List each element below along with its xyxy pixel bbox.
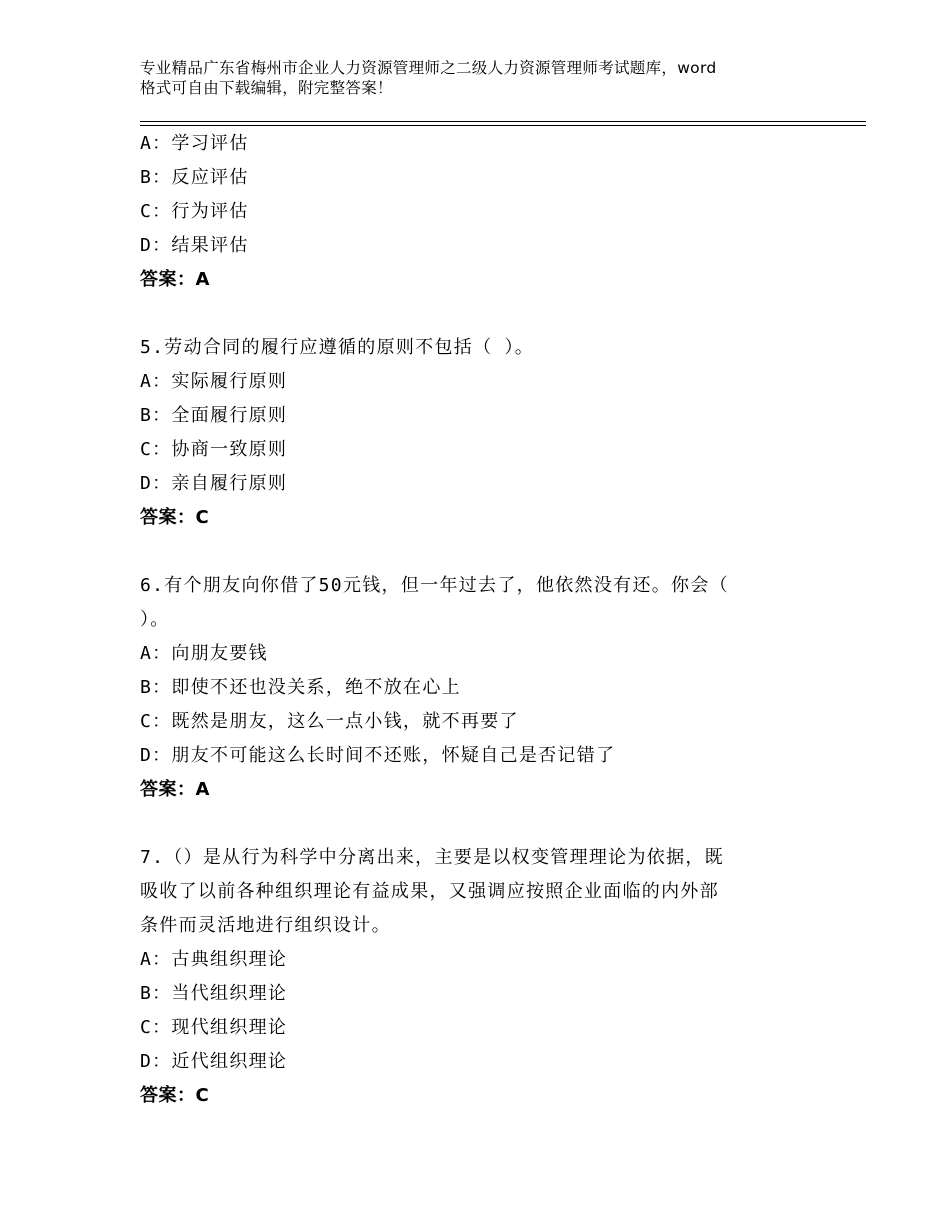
- prev-question-block: [140, 127, 820, 297]
- header-rule-top: [140, 121, 866, 122]
- header-rule-bottom: [140, 125, 866, 126]
- question-text: 7.（）是从行为科学中分离出来，主要是以权变管理理论为依据，既: [140, 847, 724, 868]
- option-d: D：朋友不可能这么长时间不还账，怀疑自己是否记错了: [140, 745, 616, 766]
- question-content: [140, 127, 820, 1113]
- option-a: A：学习评估: [140, 133, 249, 154]
- spacer: [140, 807, 820, 841]
- option-b: B：全面履行原则: [140, 405, 288, 426]
- answer: 答案：C: [140, 507, 210, 528]
- option-d: D：亲自履行原则: [140, 473, 288, 494]
- option-c: C：行为评估: [140, 201, 249, 222]
- option-c: C：既然是朋友，这么一点小钱，就不再要了: [140, 711, 519, 732]
- option-d: D：结果评估: [140, 235, 249, 256]
- option-c: C：协商一致原则: [140, 439, 288, 460]
- spacer: [140, 297, 820, 331]
- option-c: C：现代组织理论: [140, 1017, 288, 1038]
- option-b: B：反应评估: [140, 167, 249, 188]
- answer: 答案：C: [140, 1085, 210, 1106]
- question-text: 条件而灵活地进行组织设计。: [140, 915, 391, 936]
- spacer: [140, 535, 820, 569]
- option-a: A：古典组织理论: [140, 949, 288, 970]
- question-5-block: [140, 331, 820, 535]
- question-text: 吸收了以前各种组织理论有益成果，又强调应按照企业面临的内外部: [140, 881, 719, 902]
- question-text: 5.劳动合同的履行应遵循的原则不包括（ ）。: [140, 337, 535, 358]
- option-d: D：近代组织理论: [140, 1051, 288, 1072]
- question-7-block: [140, 841, 820, 1113]
- option-a: A：向朋友要钱: [140, 643, 268, 664]
- answer: 答案：A: [140, 269, 210, 290]
- header-line-1: 专业精品广东省梅州市企业人力资源管理师之二级人力资源管理师考试题库，word: [140, 59, 717, 77]
- header-line-2: 格式可自由下载编辑，附完整答案！: [140, 79, 393, 97]
- option-b: B：即使不还也没关系，绝不放在心上: [140, 677, 461, 698]
- option-a: A：实际履行原则: [140, 371, 288, 392]
- answer: 答案：A: [140, 779, 210, 800]
- document-header: [140, 58, 830, 98]
- question-6-block: [140, 569, 820, 807]
- question-text: ）。: [140, 609, 170, 630]
- question-text: 6.有个朋友向你借了50元钱，但一年过去了，他依然没有还。你会（: [140, 575, 729, 596]
- option-b: B：当代组织理论: [140, 983, 288, 1004]
